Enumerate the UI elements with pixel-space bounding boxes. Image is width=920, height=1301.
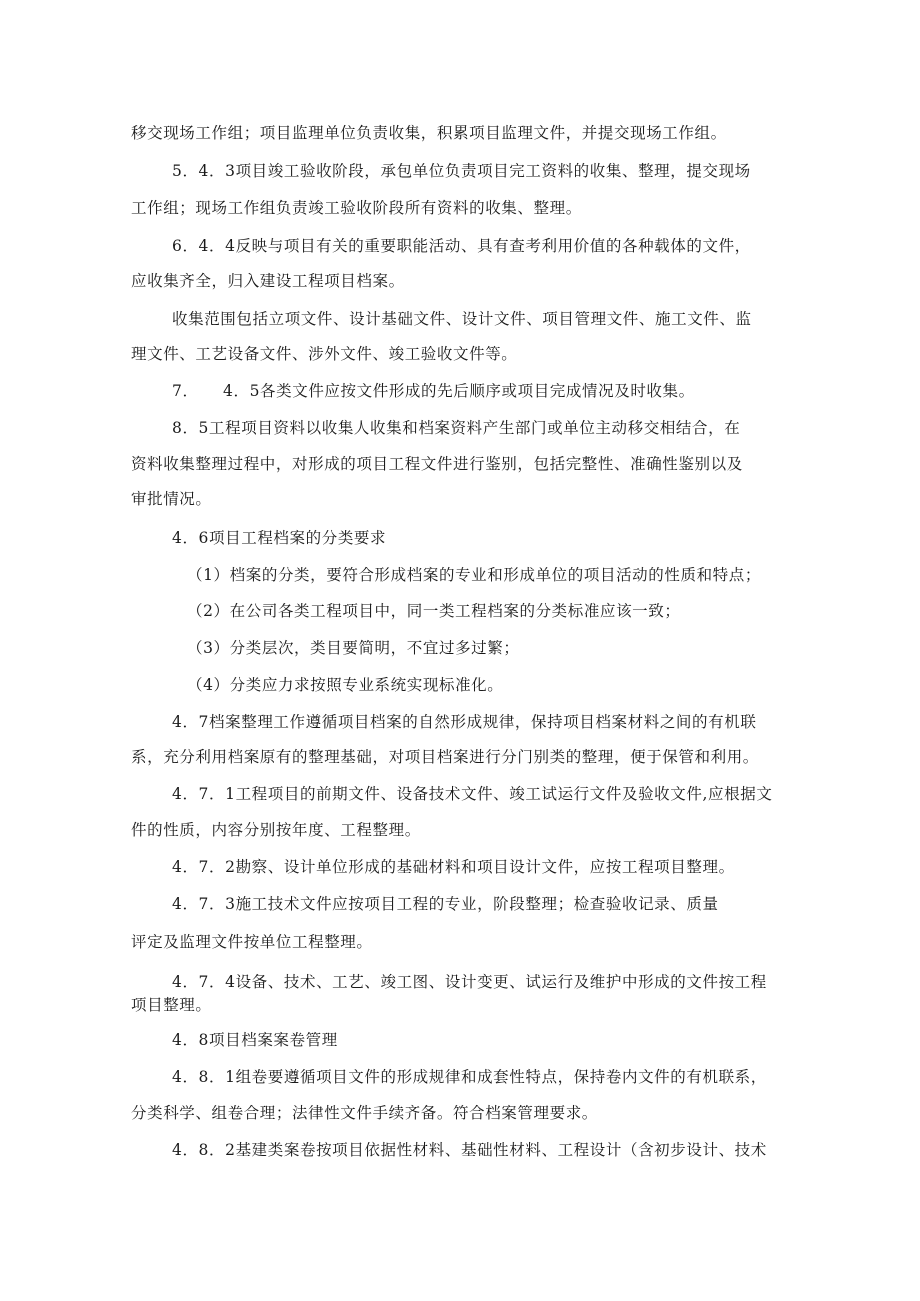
text-line: 4．7．2勘察、设计单位形成的基础材料和项目设计文件，应按工程项目整理。 — [172, 858, 735, 876]
text-line: 5．4．3项目竣工验收阶段，承包单位负责项目完工资料的收集、整理，提交现场 — [172, 162, 751, 180]
text-line: 件的性质，内容分别按年度、工程整理。 — [131, 821, 421, 839]
text-line: 系，充分利用档案原有的整理基础，对项目档案进行分门别类的整理，便于保管和利用。 — [131, 748, 759, 766]
list-item: （2）在公司各类工程项目中，同一类工程档案的分类标准应该一致； — [187, 602, 681, 620]
text-line: 项目整理。 — [131, 996, 212, 1014]
text-line: 应收集齐全，归入建设工程项目档案。 — [131, 272, 405, 290]
text-line: 4．7．1工程项目的前期文件、设备技术文件、竣工试运行文件及验收文件,应根据文 — [172, 785, 773, 803]
text-line: 理文件、工艺设备文件、涉外文件、竣工验收文件等。 — [131, 345, 518, 363]
text-line: 4．7．4设备、技术、工艺、竣工图、设计变更、试运行及维护中形成的文件按工程 — [172, 973, 767, 991]
text-line: 8．5工程项目资料以收集人收集和档案资料产生部门或单位主动移交相结合，在 — [172, 419, 741, 437]
text-line: 资料收集整理过程中，对形成的项目工程文件进行鉴别，包括完整性、准确性鉴别以及 — [131, 455, 743, 473]
text-line: 审批情况。 — [131, 490, 212, 508]
section-heading: 4．8项目档案案卷管理 — [172, 1031, 338, 1049]
section-heading: 4．6项目工程档案的分类要求 — [172, 529, 387, 547]
text-line: 4．7．3施工技术文件应按项目工程的专业，阶段整理；检查验收记录、质量 — [172, 895, 719, 913]
text-line: 分类科学、组卷合理；法律性文件手续齐备。符合档案管理要求。 — [131, 1104, 598, 1122]
list-item: （4）分类应力求按照专业系统实现标准化。 — [187, 676, 504, 694]
text-line: 6．4．4反映与项目有关的重要职能活动、具有查考利用价值的各种载体的文件， — [172, 237, 751, 255]
text-line: 评定及监理文件按单位工程整理。 — [131, 933, 373, 951]
list-item: （3）分类层次，类目要简明，不宜过多过繁； — [187, 639, 520, 657]
text-line: 4．8．1组卷要遵循项目文件的形成规律和成套性特点，保持卷内文件的有机联系， — [172, 1068, 767, 1086]
text-line: 收集范围包括立项文件、设计基础文件、设计文件、项目管理文件、施工文件、监 — [172, 310, 752, 328]
text-line: 4．7档案整理工作遵循项目档案的自然形成规律，保持项目档案材料之间的有机联 — [172, 713, 757, 731]
text-line: 7． 4．5各类文件应按文件形成的先后顺序或项目完成情况及时收集。 — [172, 382, 695, 400]
list-item: （1）档案的分类，要符合形成档案的专业和形成单位的项目活动的性质和特点； — [187, 566, 761, 584]
text-line: 4．8．2基建类案卷按项目依据性材料、基础性材料、工程设计（含初步设计、技术 — [172, 1141, 767, 1159]
text-line: 移交现场工作组；项目监理单位负责收集，积累项目监理文件，并提交现场工作组。 — [131, 124, 727, 142]
text-line: 工作组；现场工作组负责竣工验收阶段所有资料的收集、整理。 — [131, 199, 582, 217]
